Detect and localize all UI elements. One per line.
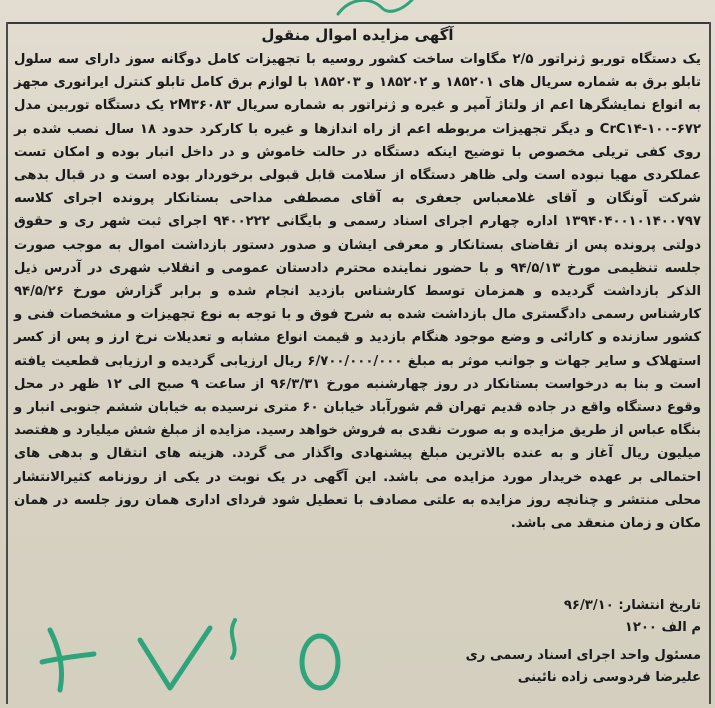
frame-top-border bbox=[6, 22, 709, 24]
frame-left-border bbox=[6, 22, 8, 704]
reference-code: م الف ۱۲۰۰ bbox=[624, 620, 701, 635]
signature-block bbox=[466, 645, 701, 689]
notice-title: آگهی مزایده اموال منقول bbox=[261, 26, 454, 44]
signer-title: مسئول واحد اجرای اسناد رسمی ری bbox=[465, 648, 701, 663]
pen-mark-top bbox=[330, 0, 420, 20]
notice-body: یک دستگاه توربو ژنراتور ۲/۵ مگاوات ساخت کشور روسیه با تجهیزات کامل دوگانه سوز دارای سه سلول تابلو برق به شماره سریال های ۱۸۵۲۰۱ و ۱۸۵۲۰۲ و ۱۸۵۲۰۳ با لوازم برق کامل تابلو کنترل ایرانوری مجهز به انواع نمایشگرها اعم از ولتاژ آمپر و غیره و ژنراتور به شماره سریال ۲M۳۶۰۸۳ یک دستگاه توربین مدل CrC۱۴-۱۰۰-۶۷۲ و دیگر تجهیزات مربوطه اعم از راه اندازها و غیره با کارکرد حدود ۱۸ سال نصب شده بر روی کفی تریلی مخصوص با توضیح اینکه دستگاه در حالت خاموش و در داخل انبار بوده و امکان تست عملکردی مهیا نبوده است ولی ظاهر دستگاه از سلامت قابل قبولی برخوردار بوده است و در قبال بدهی شرکت آونگان و آقای غلامعباس جعفری به آقای مصطفی مداحی بستانکار پرونده اجرای کلاسه ۱۳۹۴۰۴۰۰۱۰۱۴۰۰۷۹۷ اداره چهارم اجرای اسناد رسمی و بایگانی ۹۴۰۰۲۲۲ اجرای ثبت شهر ری و حقوق دولتی پرونده پس از تقاضای بستانکار و معرفی ایشان و صدور دستور بازداشت اموال به موجب صورت جلسه تنظیمی مورخ ۹۴/۵/۱۳ و با حضور نماینده محترم دادستان عمومی و انقلاب شهری در آدرس ذیل الذکر بازداشت گردیده و همزمان توسط کارشناس بازدید انجام شده و برابر گزارش مورخ ۹۴/۵/۲۶ کارشناس رسمی دادگستری مال بازداشت شده به شرح فوق و با توجه به نوع تجهیزات و مشخصات فنی و کشور سازنده و کارائی و وضع موجود هنگام بازدید و قیمت انواع مشابه و تعدیلات نرخ ارز و پس از کسر استهلاک و سایر جهات و جوانب موثر به مبلغ ۶/۷۰۰/۰۰۰/۰۰۰ ریال ارزیابی گردیده و ارزیابی قطعیت یافته است و بنا به درخواست بستانکار در روز چهارشنبه مورخ ۹۶/۳/۳۱ از ساعت ۹ صبح الی ۱۲ ظهر در محل وقوع دستگاه واقع در جاده قدیم تهران قم شورآباد خیابان ۶۰ متری نرسیده به خیابان ششم جنوبی انبار و بنگاه عباس از طریق مزایده و به صورت نقدی به فروش خواهد رسید. مزایده از مبلغ شش میلیارد و هفتصد میلیون ریال آغاز و به عنده بالاترین مبلغ پیشنهادی واگذار می گردد. هزینه های انتقال و بدهی های احتمالی بر عهده خریدار مورد مزایده می باشد. این آگهی در یک نوبت در یکی از روزنامه کثیرالانتشار محلی منتشر و چنانچه روز مزایده به علتی مصادف با تعطیل شود فردای اداری همان روز جلسه در همان مکان و زمان منعقد می باشد. bbox=[14, 52, 702, 532]
frame-right-border bbox=[709, 22, 711, 704]
signer-name: علیرضا فردوسی زاده نائینی bbox=[517, 670, 701, 685]
publish-date: تاریخ انتشار: ۹۶/۳/۱۰ bbox=[563, 598, 701, 613]
handwritten-annotation bbox=[20, 610, 420, 706]
